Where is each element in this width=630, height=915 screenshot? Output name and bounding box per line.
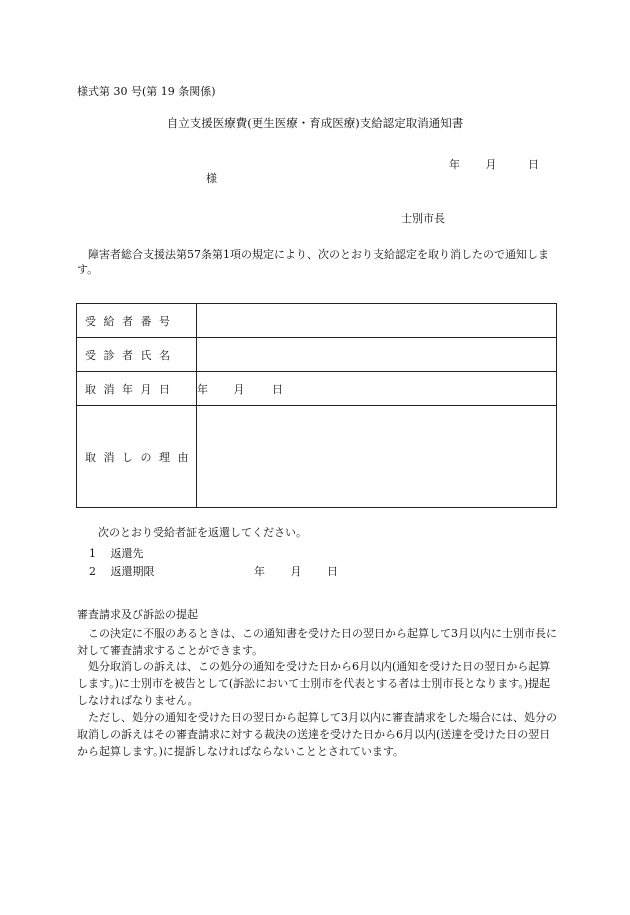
form-number: 様式第 30 号(第 19 条関係) — [77, 85, 216, 98]
value-cancel-date — [197, 372, 557, 406]
document-title: 自立支援医療費(更生医療・育成医療)支給認定取消通知書 — [166, 116, 464, 130]
return-item-number: 2 — [89, 565, 96, 578]
issue-date-year: 年 — [449, 158, 460, 171]
return-item-deadline — [89, 563, 338, 579]
return-deadline-date — [254, 563, 338, 579]
label-cancel-date: 取消年月日 — [77, 372, 197, 406]
cancel-date-month: 月 — [233, 382, 245, 396]
table-row-patient-name — [77, 338, 557, 372]
return-item-label: 返還期限 — [110, 565, 155, 578]
body-text: 障害者総合支援法第57条第1項の規定により、次のとおり支給認定を取り消したので通知します。 — [77, 248, 549, 276]
appeal-heading: 審査請求及び訴訟の提起 — [77, 608, 198, 621]
return-note: 次のとおり受給者証を返還してください。 — [98, 526, 307, 539]
label-recipient-number: 受給者番号 — [77, 304, 197, 338]
addressee-suffix: 様 — [206, 172, 217, 185]
return-item-number: 1 — [89, 547, 96, 560]
label-cancel-reason: 取消しの理由 — [77, 406, 197, 508]
table-row-recipient-number — [77, 304, 557, 338]
return-deadline-year: 年 — [254, 565, 265, 578]
value-patient-name — [197, 338, 557, 372]
table-row-cancel-date — [77, 372, 557, 406]
value-cancel-reason — [197, 406, 557, 508]
appeal-paragraph: ただし、処分の通知を受けた日の翌日から起算して3月以内に審査請求をした場合には、処分の取消しの訴えはその審査請求に対する裁決の送達を受けた日から6月以内(送達を受けた日の翌日から起算します。)に提訴しなければならないこととされています。 — [77, 711, 557, 758]
cancel-date-year: 年 — [197, 382, 208, 396]
appeal-paragraph: 処分取消しの訴えは、この処分の通知を受けた日から6月以内(通知を受けた日の翌日から起算します。)に士別市を被告として(訴訟において士別市を代表とする者は士別市長となります。)提起しなければなりません。 — [77, 660, 551, 707]
issue-date-day: 日 — [528, 158, 539, 171]
label-patient-name: 受診者氏名 — [77, 338, 197, 372]
return-item-label: 返還先 — [110, 547, 144, 560]
return-deadline-month: 月 — [290, 565, 302, 578]
table-row-cancel-reason — [77, 406, 557, 508]
issue-date-month: 月 — [485, 158, 497, 171]
issuer: 士別市長 — [401, 212, 445, 225]
issue-date — [449, 156, 539, 172]
info-table — [76, 303, 557, 508]
return-item-destination — [89, 545, 144, 561]
cancel-date-day: 日 — [272, 382, 283, 396]
appeal-paragraph: この決定に不服のあるときは、この通知書を受けた日の翌日から起算して3月以内に士別市長に対して審査請求することができます。 — [77, 627, 557, 657]
return-deadline-day: 日 — [327, 565, 338, 578]
value-recipient-number — [197, 304, 557, 338]
